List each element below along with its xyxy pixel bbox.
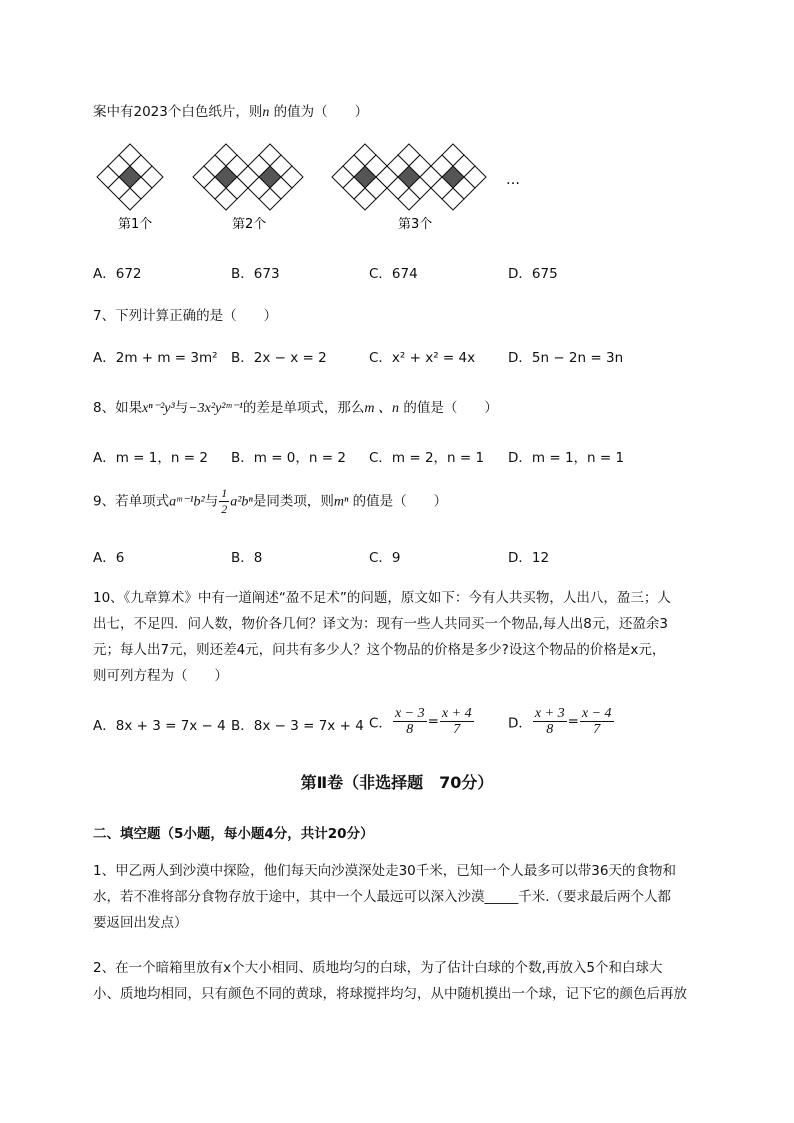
fill-in-heading: 二、填空题（5小题，每小题4分，共计20分）: [93, 826, 374, 842]
q8-term2: −3x²y²ᵐ⁻¹: [188, 401, 243, 416]
q10-option-c[interactable]: [369, 706, 475, 737]
q10-c-num2: x + 4: [441, 706, 472, 721]
section-2-title: 第Ⅱ卷（非选择题 70分）: [300, 773, 494, 792]
pattern-2: [193, 144, 303, 210]
q10-d-frac-right: [580, 706, 614, 737]
q8-stem-post: 的差是单项式，那么: [242, 400, 365, 416]
q9-option-b[interactable]: B．8: [231, 550, 263, 566]
q10-c-num1: x − 3: [394, 706, 425, 721]
q8-option-a[interactable]: A．m = 1，n = 2: [93, 450, 208, 466]
q10-d-num1: x + 3: [534, 706, 565, 721]
q10-line-1: 10、《九章算术》中有一道阐述“盈不足术”的问题，原文如下：今有人共买物，人出八，盈三；人: [93, 590, 671, 606]
q8-stem-end: 的值是（ ）: [399, 400, 498, 416]
q9-frac-num: 1: [221, 486, 228, 500]
q9-mn: mⁿ: [333, 494, 349, 510]
fill2-line-2: 小、质地均相同，只有颜色不同的黄球，将球搅拌均匀，从中随机摸出一个球，记下它的颜色后再放: [93, 986, 687, 1002]
q10-c-eq: =: [427, 713, 439, 730]
q6-fig-label-1: 第1个: [118, 217, 153, 232]
q8-term1: xⁿ⁻²y³: [142, 401, 175, 416]
q10-d-frac-left: [533, 706, 567, 737]
q6-option-c[interactable]: C．674: [369, 266, 418, 282]
q9-stem-pre: 9、若单项式: [93, 493, 170, 510]
q10-line-3: 元；每人出7元，则还差4元，问共有多少人？这个物品的价格是多少?设这个物品的价格是x元，: [93, 642, 666, 658]
q6-intro: 案中有2023个白色纸片，则: [93, 104, 263, 120]
q10-option-b[interactable]: B．8x − 3 = 7x + 4: [231, 718, 364, 734]
q9-term1: aᵐ⁻¹b²: [169, 494, 205, 510]
q7-stem: 7、下列计算正确的是（ ）: [93, 308, 278, 324]
fill1-stem: [93, 858, 743, 936]
q6-tail: 的值为（ ）: [269, 104, 369, 120]
q7-option-a[interactable]: A．2m + m = 3m²: [93, 350, 218, 366]
q10-line-4: 则可列方程为（ ）: [93, 668, 228, 684]
q10-option-a[interactable]: A．8x + 3 = 7x − 4: [93, 718, 226, 734]
q6-var-n: n: [262, 105, 270, 120]
fill1-line-3: 要返回出发点）: [93, 915, 188, 931]
q6-stem: [93, 100, 368, 121]
q6-fig-label-2: 第2个: [232, 217, 267, 232]
fill2-line-1: 2、在一个暗箱里放有x个大小相同、质地均匀的白球，为了估计白球的个数,再放入5个和白球大: [93, 960, 663, 976]
q7-option-c[interactable]: C．x² + x² = 4x: [369, 350, 476, 366]
q10-d-den1: 8: [546, 722, 554, 737]
q9-frac-den: 2: [221, 502, 228, 516]
q10-c-frac-right: [440, 706, 474, 737]
q10-d-den2: 7: [593, 722, 601, 737]
q7-options: [93, 346, 733, 370]
q8-option-d[interactable]: D．m = 1，n = 1: [508, 450, 625, 466]
pattern-3: [332, 144, 486, 210]
q10-d-eq: =: [567, 713, 579, 730]
pattern-1: [97, 144, 163, 210]
q10-c-den2: 7: [453, 722, 461, 737]
fill1-line-2: 水，若不准将部分食物存放于途中，其中一个人最远可以深入沙漠_____千米.（要求最后两个人都: [93, 889, 672, 905]
q9-option-d[interactable]: D．12: [508, 550, 550, 566]
q10-options: [93, 706, 733, 746]
q10-d-label: D．: [508, 715, 532, 732]
q10-stem: [93, 585, 743, 689]
q8-options: [93, 446, 733, 470]
q9-option-a[interactable]: A．6: [93, 550, 125, 566]
fill2-stem: [93, 955, 743, 1007]
q8-vars: m 、n: [364, 401, 400, 416]
q10-c-den1: 8: [406, 722, 414, 737]
q9-stem-post: 是同类项，则: [252, 493, 334, 510]
q10-line-2: 出七，不足四．问人数，物价各几何？译文为：现有一些人共同买一个物品,每人出8元，还盈余3: [93, 616, 668, 632]
q9-options: [93, 546, 733, 570]
q6-option-b[interactable]: B．673: [231, 266, 280, 282]
q6-ellipsis: …: [506, 172, 520, 188]
q9-stem-end: 的值是（ ）: [348, 493, 448, 510]
q9-stem: [93, 486, 447, 517]
q7-option-d[interactable]: D．5n − 2n = 3n: [508, 350, 624, 366]
q10-c-label: C．: [369, 715, 392, 732]
q10-d-num2: x − 4: [581, 706, 612, 721]
q6-option-d[interactable]: D．675: [508, 266, 558, 282]
q9-term2: a²bⁿ: [230, 494, 253, 510]
q6-options: [93, 262, 733, 286]
q8-option-b[interactable]: B．m = 0，n = 2: [231, 450, 346, 466]
q9-fraction: [219, 486, 229, 517]
q10-c-frac-left: [393, 706, 427, 737]
q9-mid: 与: [204, 493, 219, 510]
fill1-line-1: 1、甲乙两人到沙漠中探险，他们每天向沙漠深处走30千米，已知一个人最多可以带36天的食物和: [93, 863, 676, 879]
q9-option-c[interactable]: C．9: [369, 550, 401, 566]
q8-option-c[interactable]: C．m = 2，n = 1: [369, 450, 485, 466]
q8-stem: [93, 396, 498, 417]
q10-option-d[interactable]: [508, 706, 615, 737]
q8-stem-pre: 8、如果: [93, 400, 143, 416]
q6-fig-label-3: 第3个: [398, 217, 433, 232]
q7-option-b[interactable]: B．2x − x = 2: [231, 350, 327, 366]
q6-pattern-figure: [0, 140, 794, 250]
q8-mid: 与: [174, 400, 189, 416]
q6-option-a[interactable]: A．672: [93, 266, 142, 282]
